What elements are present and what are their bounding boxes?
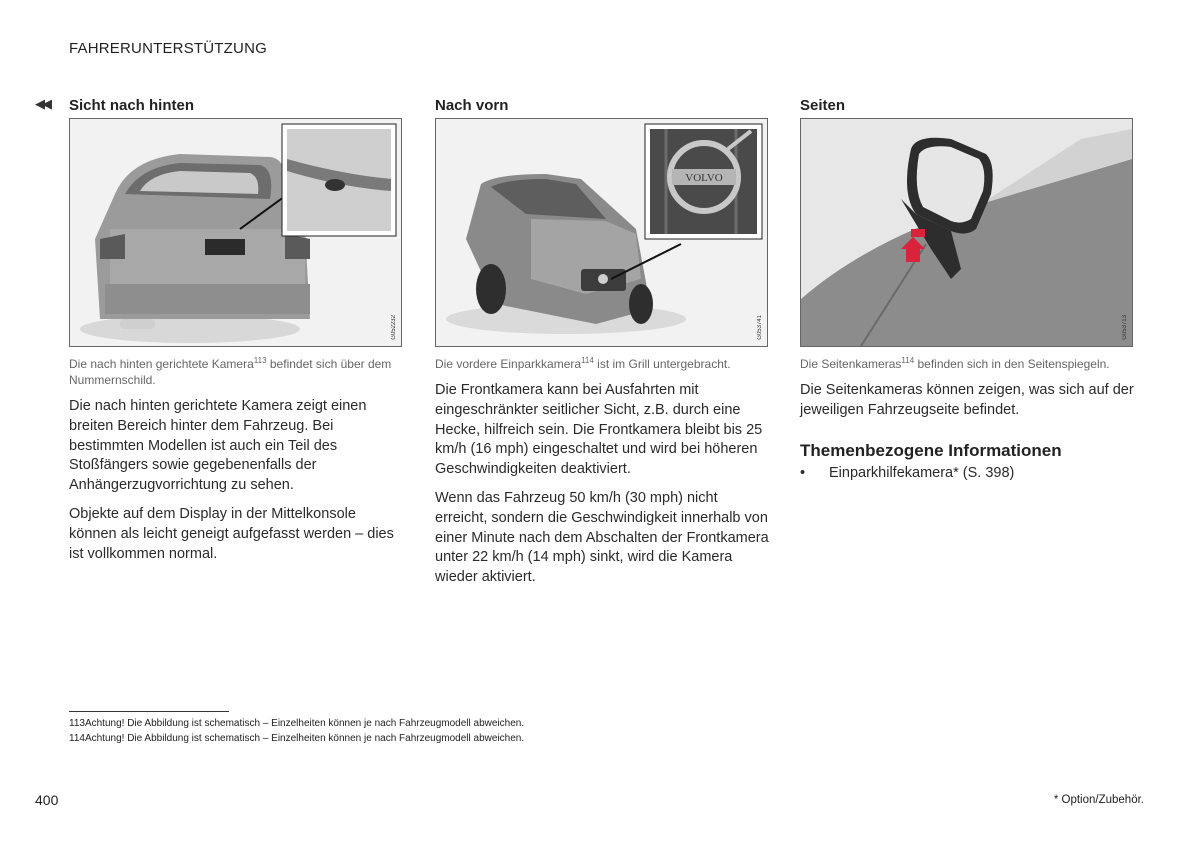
related-info-link[interactable]: [800, 465, 1135, 481]
section-heading: Sicht nach hinten: [69, 97, 195, 114]
section-heading: Nach vorn: [435, 97, 509, 114]
paragraph: Die Seitenkameras können zeigen, was sich auf der jeweiligen Fahrzeugseite befindet.: [800, 382, 1134, 418]
paragraph: Objekte auf dem Display in der Mittelkonsole können als leicht geneigt aufgefasst werden – dies ist vollkommen normal.: [69, 505, 394, 562]
column-side-view: [800, 96, 1135, 481]
column-rear-view: [69, 96, 404, 564]
footnote-divider: [69, 711, 229, 712]
figure-code: G053741: [757, 315, 763, 340]
rear-car-illustration: [70, 119, 401, 346]
front-car-illustration: [436, 119, 767, 346]
paragraph: Wenn das Fahrzeug 50 km/h (30 mph) nicht erreicht, sondern die Geschwindigkeit innerhalb von einer Minute nach dem Abschalten der Frontkamera unter 22 km/h (14 mph) sinkt, wird die Kamera wieder aktiviert.: [435, 489, 769, 586]
column-front-view: [435, 96, 770, 588]
figure-caption: Die nach hinten gerichtete Kamera$^{113}$ befindet sich über dem Nummernschild.: [69, 356, 392, 387]
figure-caption: Die Seitenkameras$^{114}$ befinden sich in den Seitenspiegeln.: [800, 356, 1110, 371]
figure-code: G053713: [1122, 315, 1128, 340]
front-camera-figure: [435, 118, 768, 347]
related-info-heading: Themenbezogene Informationen: [800, 440, 1062, 460]
rear-camera-figure: [69, 118, 402, 347]
double-left-arrow-icon[interactable]: ◀◀: [35, 96, 49, 111]
option-note: * Option/Zubehör.: [1053, 794, 1144, 806]
side-camera-figure: [800, 118, 1133, 347]
page-number: 400: [35, 792, 59, 808]
bullet-icon: •: [800, 464, 806, 481]
chapter-title: FAHRERUNTERSTÜTZUNG: [69, 40, 267, 57]
paragraph: Die nach hinten gerichtete Kamera zeigt einen breiten Bereich hinter dem Fahrzeug. Bei bestimmten Modellen ist auch ein Teil des Stoßfängers sowie gegebenenfalls der Anhängerzugvorrichtung zu sehen.: [69, 398, 367, 494]
related-info-label[interactable]: Einparkhilfekamera* (S. 398): [829, 464, 1015, 481]
side-mirror-illustration: [801, 119, 1132, 346]
footnote-113: 113Achtung! Die Abbildung ist schematisch – Einzelheiten können je nach Fahrzeugmodell abweichen.: [69, 718, 525, 729]
badge-text: VOLVO: [685, 172, 723, 184]
figure-caption: Die vordere Einparkkamera$^{114}$ ist im Grill untergebracht.: [435, 356, 731, 371]
section-heading: Seiten: [800, 97, 846, 114]
footnote-114: 114Achtung! Die Abbildung ist schematisch – Einzelheiten können je nach Fahrzeugmodell abweichen.: [69, 733, 525, 744]
paragraph: Die Frontkamera kann bei Ausfahrten mit eingeschränkter seitlicher Sicht, z.B. durch eine Hecke, hilfreich sein. Die Frontkamera bleibt bis 25 km/h (16 mph) eingeschaltet und wird bei höheren Geschwindigkeiten deaktiviert.: [435, 382, 763, 478]
figure-code: G052232: [391, 315, 397, 340]
